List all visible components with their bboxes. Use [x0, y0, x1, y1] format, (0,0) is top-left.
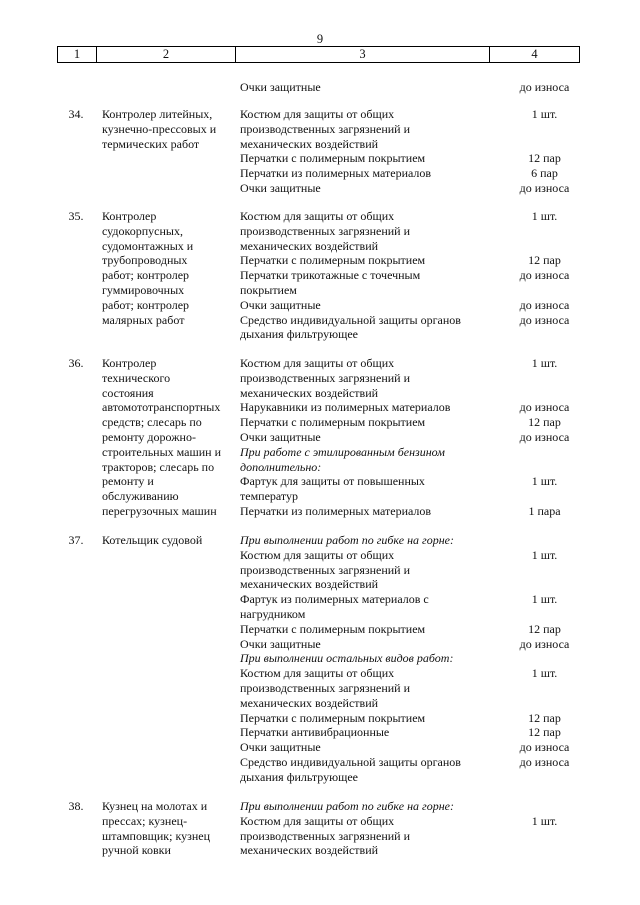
ppe-item-line: Костюм для защиты от общих [240, 209, 395, 223]
ppe-quantity: до износа [519, 297, 570, 312]
profession-name-line: прессах; кузнец- [102, 813, 188, 828]
ppe-item-line: Перчатки из полимерных материалов [240, 504, 432, 518]
profession-name-line: работ; контролер [102, 268, 190, 283]
ppe-item-line: дыхания фильтрующее [240, 769, 358, 784]
ppe-item-line: дыхания фильтрующее [240, 327, 358, 342]
ppe-quantity: до износа [519, 312, 570, 327]
ppe-item-line: При работе с этилированным бензином [240, 444, 445, 459]
ppe-quantity: 1 шт. [531, 813, 558, 828]
ppe-item-line: Очки защитные [240, 740, 321, 755]
ppe-item-line: механических воздействий [240, 136, 379, 151]
ppe-item-line: производственных загрязнений и [240, 562, 411, 577]
ppe-item-line: механических воздействий [240, 577, 379, 592]
ppe-item-line: Перчатки антивибрационные [240, 725, 390, 740]
table-header [57, 46, 580, 63]
header-col-2: 2 [162, 47, 170, 61]
ppe-item-line: производственных загрязнений и [240, 681, 411, 695]
profession-name-line: трубопроводных [102, 253, 188, 268]
ppe-item-line: Костюм для защиты от общих [240, 107, 395, 121]
ppe-item-line: Очки защитные [240, 80, 321, 94]
profession-name-line: тракторов; слесарь по [102, 459, 215, 474]
profession-name-line: Контролер [102, 356, 157, 370]
row-number: 34. [68, 107, 84, 121]
ppe-item-line: Средство индивидуальной защиты органов [240, 312, 461, 327]
ppe-item-line: Перчатки с полимерным покрытием [240, 253, 426, 268]
ppe-quantity: 1 шт. [531, 209, 558, 223]
ppe-item-line: Перчатки с полимерным покрытием [240, 621, 426, 636]
profession-name-line: малярных работ [102, 312, 185, 327]
ppe-quantity: до износа [519, 80, 570, 94]
profession-name-line: Контролер литейных, [102, 107, 213, 121]
profession-name-line: судокорпусных, [102, 223, 183, 238]
header-col-3: 3 [359, 47, 366, 61]
ppe-quantity: до износа [519, 181, 570, 195]
ppe-quantity: 1 шт. [531, 592, 558, 607]
profession-name-line: состояния [102, 385, 154, 400]
ppe-quantity: до износа [519, 740, 570, 755]
ppe-item-line: производственных загрязнений и [240, 121, 411, 136]
profession-name-line: автомототранспортных [102, 400, 221, 415]
ppe-item-line: Перчатки с полимерным покрытием [240, 151, 426, 166]
ppe-item-line: Костюм для защиты от общих [240, 547, 395, 562]
row-number: 35. [68, 209, 84, 223]
page-number: 9 [316, 32, 324, 46]
ppe-item-line: Нарукавники из полимерных материалов [240, 400, 451, 415]
profession-name-line: штамповщик; кузнец [102, 828, 211, 843]
profession-name-line: технического [102, 370, 171, 385]
ppe-item-line: Перчатки с полимерным покрытием [240, 710, 426, 725]
ppe-item-line: механических воздействий [240, 238, 379, 253]
ppe-item-line: Фартук из полимерных материалов с [240, 592, 429, 607]
ppe-quantity: 12 пар [528, 253, 561, 268]
ppe-item-line: Средство индивидуальной защиты органов [240, 755, 461, 769]
ppe-item-line: Фартук для защиты от повышенных [240, 474, 425, 489]
ppe-item-line: температур [240, 489, 299, 504]
ppe-quantity: до износа [519, 400, 570, 415]
profession-name-line: перегрузочных машин [102, 504, 217, 518]
header-col-1: 1 [73, 47, 81, 61]
ppe-quantity: 6 пар [531, 166, 558, 181]
profession-name-line: термических работ [102, 136, 200, 151]
ppe-item-line: Перчатки с полимерным покрытием [240, 415, 426, 430]
row-number: 38. [68, 799, 84, 813]
profession-name-line: работ; контролер [102, 297, 190, 312]
ppe-item-line: дополнительно: [240, 459, 322, 474]
ppe-item-line: механических воздействий [240, 695, 379, 710]
ppe-item-line: Костюм для защиты от общих [240, 813, 395, 828]
profession-name-line: средств; слесарь по [102, 415, 202, 430]
row-number: 37. [68, 533, 84, 547]
ppe-quantity: 12 пар [528, 415, 561, 430]
ppe-quantity: 1 пара [528, 504, 561, 518]
ppe-item-line: производственных загрязнений и [240, 223, 411, 238]
ppe-item-line: производственных загрязнений и [240, 828, 411, 843]
profession-name-line: Контролер [102, 209, 157, 223]
header-col-4: 4 [531, 47, 538, 61]
ppe-item-line: механических воздействий [240, 843, 379, 858]
ppe-quantity: до износа [519, 430, 570, 444]
ppe-item-line: покрытием [240, 283, 297, 297]
ppe-quantity: до износа [519, 755, 570, 769]
ppe-item-line: Костюм для защиты от общих [240, 666, 395, 681]
ppe-quantity: 1 шт. [531, 356, 558, 370]
ppe-quantity: до износа [519, 636, 570, 651]
profession-name-line: ручной ковки [102, 843, 171, 858]
ppe-quantity: до износа [519, 268, 570, 283]
profession-name-line: Кузнец на молотах и [102, 799, 208, 813]
ppe-item-line: Костюм для защиты от общих [240, 356, 395, 370]
profession-name-line: судомонтажных и [102, 238, 194, 253]
row-number: 36. [68, 356, 84, 370]
ppe-quantity: 1 шт. [531, 547, 558, 562]
ppe-quantity: 12 пар [528, 621, 561, 636]
ppe-item-line: При выполнении работ по гибке на горне: [240, 799, 454, 813]
ppe-quantity: 1 шт. [531, 474, 558, 489]
ppe-item-line: механических воздействий [240, 385, 379, 400]
ppe-item-line: Перчатки трикотажные с точечным [240, 268, 421, 283]
ppe-item-line: Очки защитные [240, 297, 321, 312]
ppe-quantity: 12 пар [528, 725, 561, 740]
ppe-item-line: Очки защитные [240, 430, 321, 444]
ppe-quantity: 12 пар [528, 710, 561, 725]
profession-name-line: кузнечно-прессовых и [102, 121, 217, 136]
ppe-item-line: При выполнении остальных видов работ: [240, 651, 454, 666]
profession-name-line: строительных машин и [102, 444, 221, 459]
ppe-item-line: производственных загрязнений и [240, 370, 411, 385]
profession-name-line: ремонту дорожно- [102, 430, 196, 444]
ppe-quantity: 1 шт. [531, 666, 558, 681]
ppe-item-line: При выполнении работ по гибке на горне: [240, 533, 454, 547]
ppe-item-line: Перчатки из полимерных материалов [240, 166, 432, 181]
ppe-item-line: Очки защитные [240, 181, 321, 195]
ppe-item-line: нагрудником [240, 607, 306, 621]
ppe-quantity: 12 пар [528, 151, 561, 166]
profession-name-line: обслуживанию [102, 489, 179, 504]
profession-name-line: Котельщик судовой [102, 533, 203, 547]
profession-name-line: ремонту и [102, 474, 154, 489]
profession-name-line: гуммировочных [102, 283, 185, 297]
ppe-quantity: 1 шт. [531, 107, 558, 121]
ppe-item-line: Очки защитные [240, 636, 321, 651]
